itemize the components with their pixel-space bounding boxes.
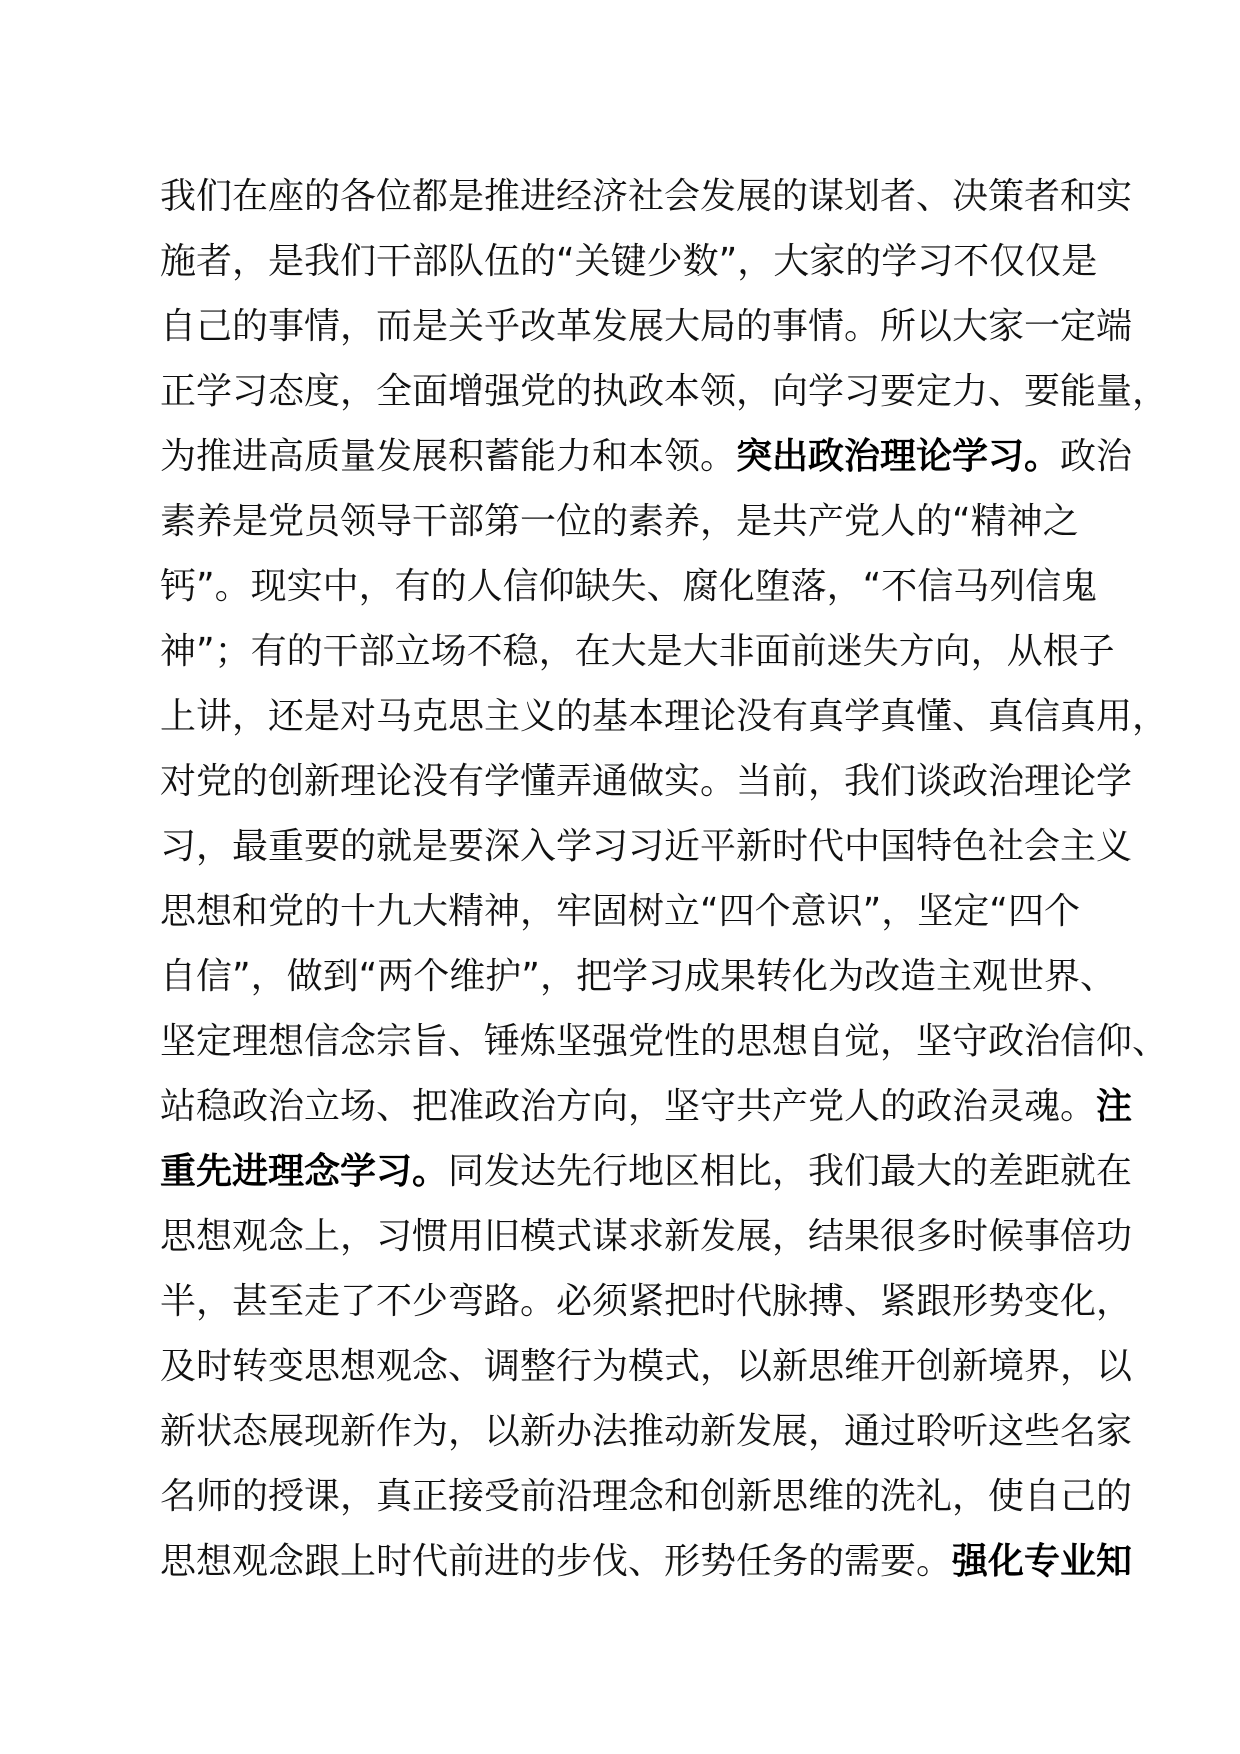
body-text-span: 思想观念跟上时代前进的步伐、形势任务的需要。 — [160, 1541, 953, 1582]
text-line — [160, 424, 1133, 489]
text-line — [160, 1464, 1133, 1529]
text-line — [160, 1204, 1133, 1269]
text-line — [160, 1074, 1133, 1139]
text-line — [160, 1139, 1133, 1204]
body-text-span: 对党的创新理论没有学懂弄通做实。当前，我们谈政治理论学 — [160, 761, 1133, 802]
text-line — [160, 1529, 1133, 1594]
body-text — [160, 164, 1169, 1594]
body-text-span: 钙”。现实中，有的人信仰缺失、腐化堕落，“不信马列信鬼 — [160, 566, 1098, 607]
body-text-span: 习，最重要的就是要深入学习习近平新时代中国特色社会主义 — [160, 826, 1133, 867]
body-text-span: 思想和党的十九大精神，牢固树立“四个意识”，坚定“四个 — [160, 891, 1080, 932]
bold-heading-text: 强化专业知 — [952, 1541, 1133, 1582]
body-text-span: 名师的授课，真正接受前沿理念和创新思维的洗礼，使自己的 — [160, 1476, 1133, 1517]
text-line — [160, 1269, 1133, 1334]
text-line — [160, 944, 1120, 1009]
body-text-span: 自己的事情，而是关乎改革发展大局的事情。所以大家一定端 — [160, 306, 1133, 347]
text-line — [160, 684, 1169, 749]
text-line — [160, 359, 1169, 424]
text-line — [160, 489, 1120, 554]
text-line — [160, 1009, 1169, 1074]
body-text-span: 为推进高质量发展积蓄能力和本领。 — [160, 436, 737, 477]
text-line — [160, 1399, 1133, 1464]
text-line — [160, 554, 1120, 619]
text-line — [160, 814, 1133, 879]
bold-heading-text: 注 — [1096, 1086, 1133, 1127]
body-text-span: 素养是党员领导干部第一位的素养，是共产党人的“精神之 — [160, 501, 1079, 542]
body-text-span: 坚定理想信念宗旨、锤炼坚强党性的思想自觉，坚守政治信仰、 — [160, 1021, 1169, 1062]
body-text-span: 上讲，还是对马克思主义的基本理论没有真学真懂、真信真用， — [160, 696, 1169, 737]
body-text-span: 思想观念上，习惯用旧模式谋求新发展，结果很多时候事倍功 — [160, 1216, 1133, 1257]
body-text-span: 同发达先行地区相比，我们最大的差距就在 — [448, 1151, 1133, 1192]
body-text-span: 及时转变思想观念、调整行为模式，以新思维开创新境界，以 — [160, 1346, 1133, 1387]
body-text-span: 正学习态度，全面增强党的执政本领，向学习要定力、要能量， — [160, 371, 1169, 412]
text-line — [160, 164, 1133, 229]
text-line — [160, 1334, 1133, 1399]
body-text-span: 施者，是我们干部队伍的“关键少数”，大家的学习不仅仅是 — [160, 241, 1098, 282]
body-text-span: 我们在座的各位都是推进经济社会发展的谋划者、决策者和实 — [160, 176, 1133, 217]
body-text-span: 政治 — [1060, 436, 1133, 477]
text-line — [160, 879, 1120, 944]
bold-heading-text: 重先进理念学习。 — [160, 1151, 449, 1192]
bold-heading-text: 突出政治理论学习。 — [736, 436, 1061, 477]
body-text-span: 神”；有的干部立场不稳，在大是大非面前迷失方向，从根子 — [160, 631, 1115, 672]
text-line — [160, 749, 1133, 814]
body-text-span: 自信”，做到“两个维护”，把学习成果转化为改造主观世界、 — [160, 956, 1116, 997]
text-line — [160, 229, 1120, 294]
text-line — [160, 619, 1120, 684]
body-text-span: 站稳政治立场、把准政治方向，坚守共产党人的政治灵魂。 — [160, 1086, 1097, 1127]
body-text-span: 半，甚至走了不少弯路。必须紧把时代脉搏、紧跟形势变化， — [160, 1281, 1133, 1322]
text-line — [160, 294, 1133, 359]
body-text-span: 新状态展现新作为，以新办法推动新发展，通过聆听这些名家 — [160, 1411, 1133, 1452]
